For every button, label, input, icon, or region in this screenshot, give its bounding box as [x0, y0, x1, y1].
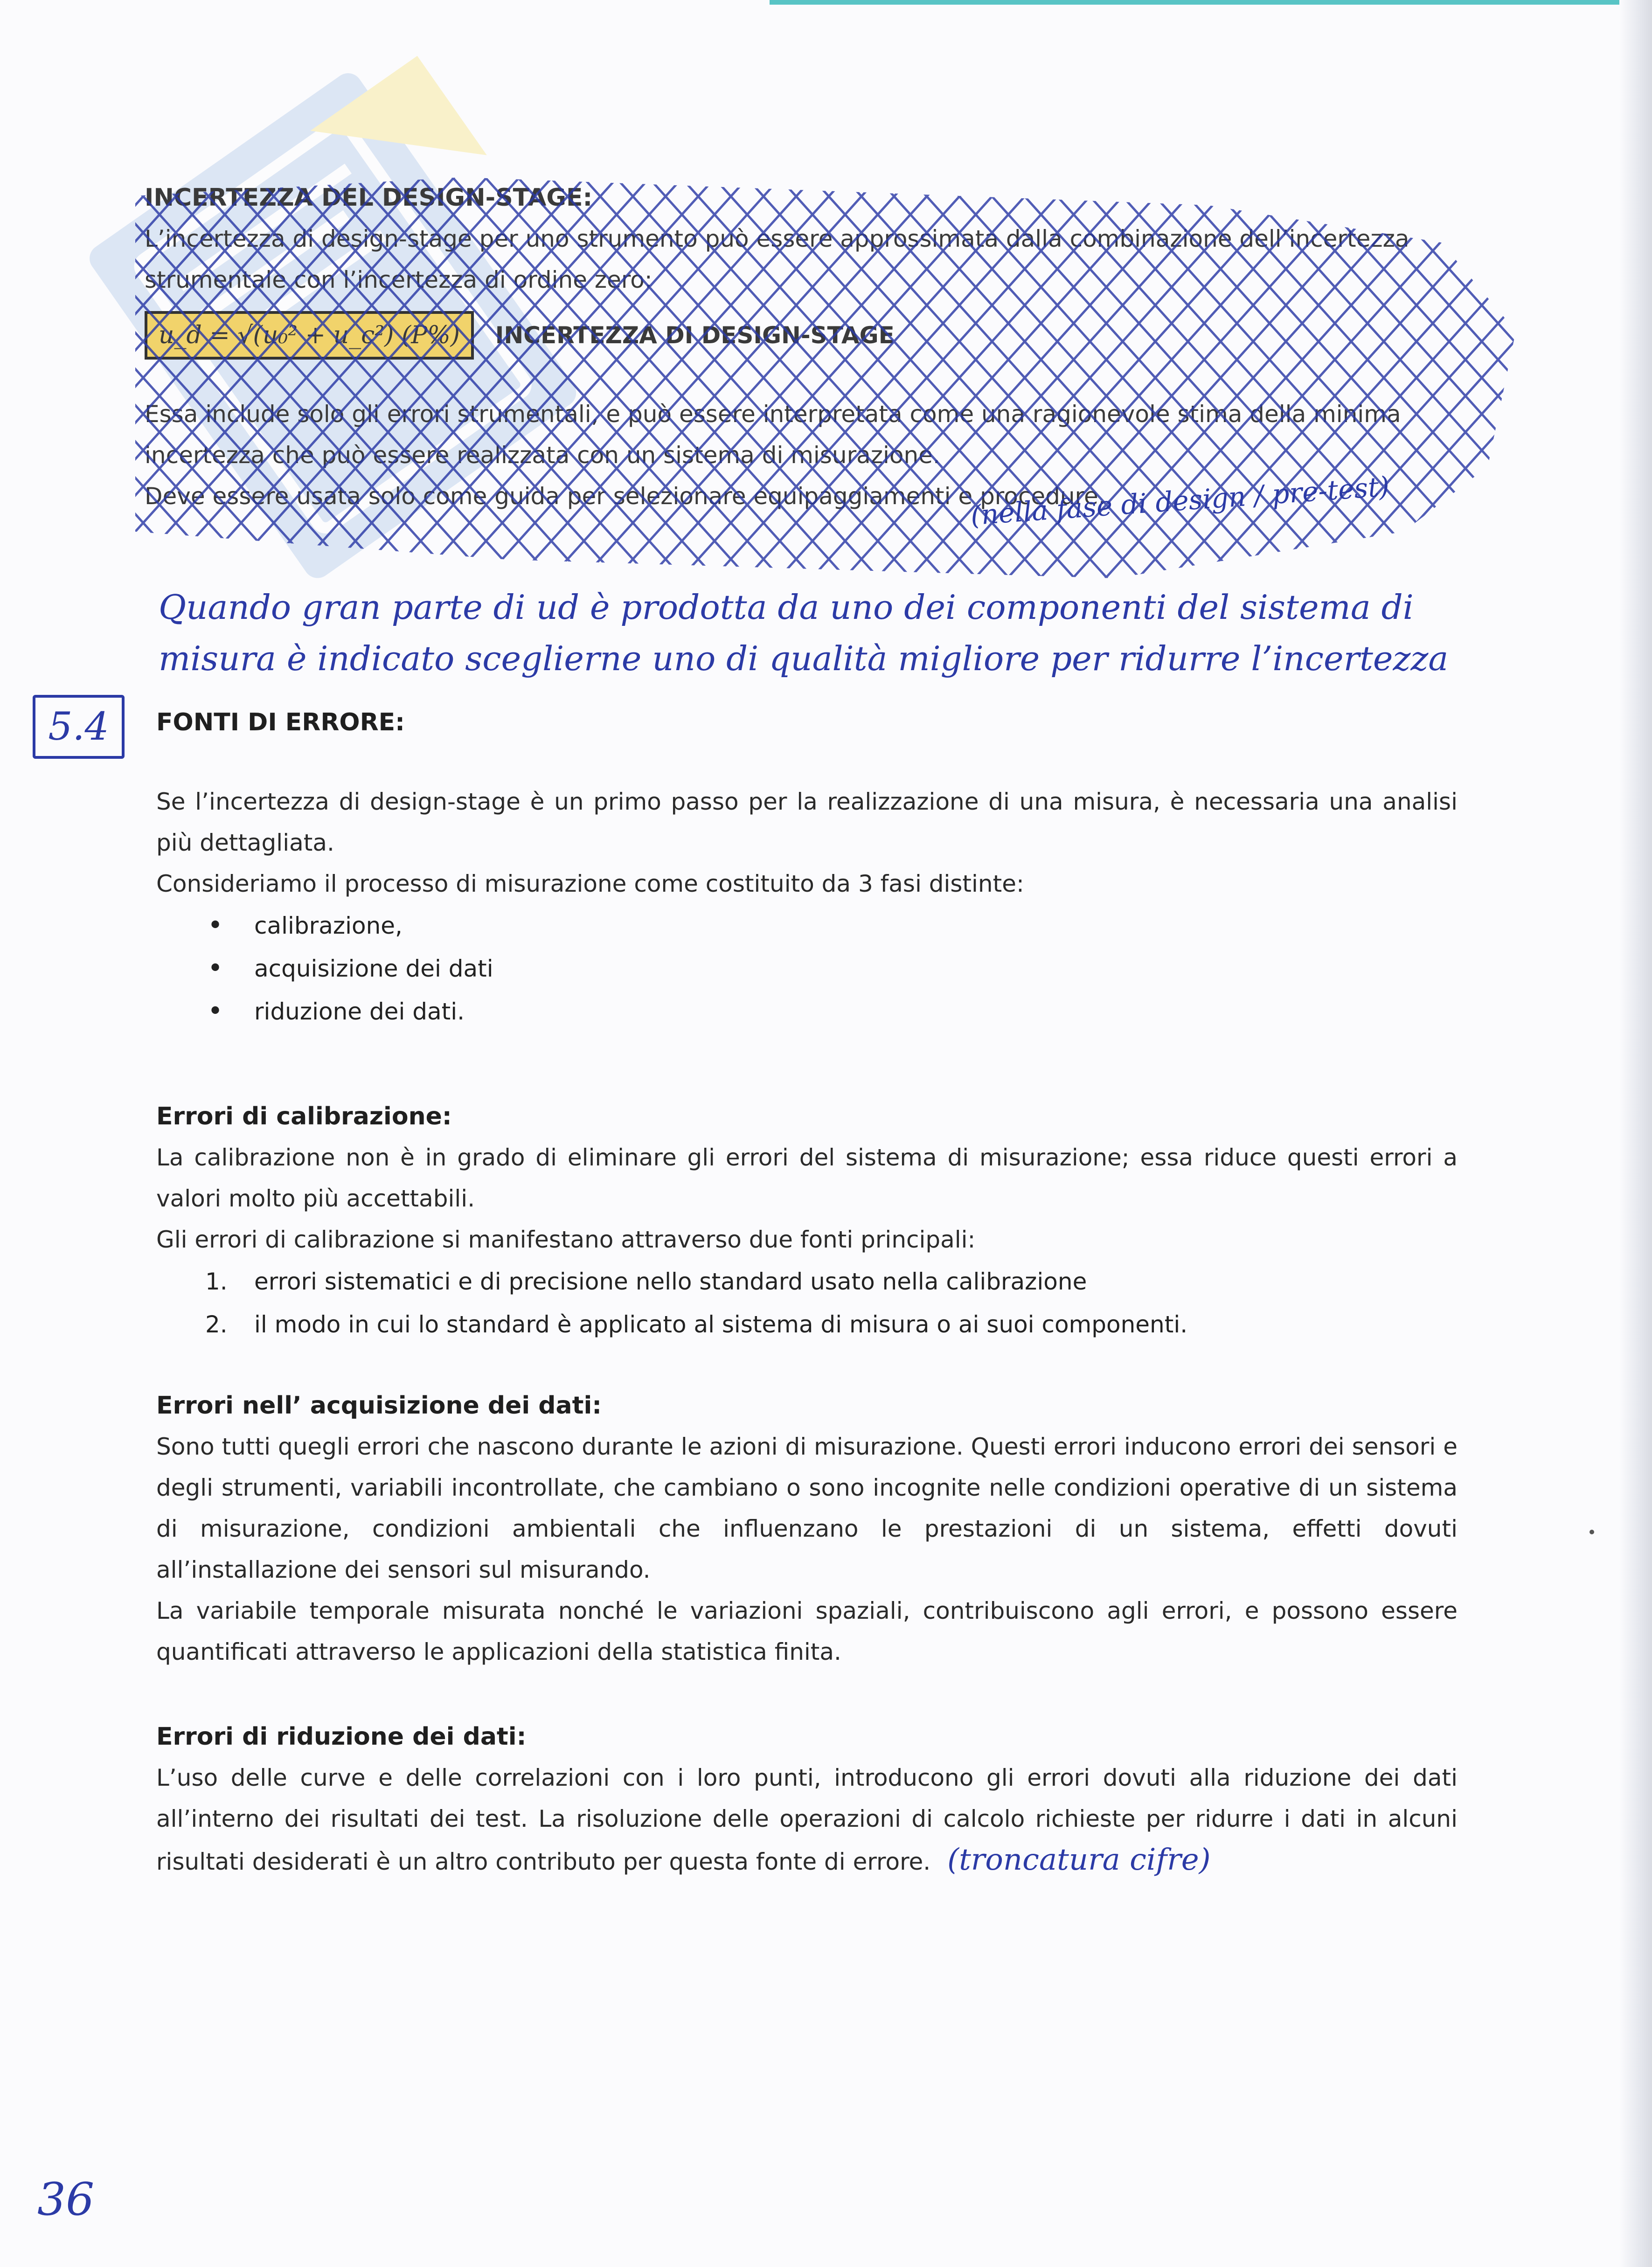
acquisizione-section — [156, 1385, 1458, 1672]
acquisizione-paragraph-1: Sono tutti quegli errori che nascono durante le azioni di misurazione. Questi errori inducono errori dei sensori e degli strumenti, variabili incontrollate, che cambiano o sono incognite nelle condizioni operative di un sistema di misurazione, condizioni ambientali che influenzano le prestazioni di un sistema, effetti dovuti all’installazione dei sensori sul misurando. — [156, 1433, 1458, 1583]
handwritten-margin-note: (nella fase di design / pre-test) — [969, 470, 1391, 532]
scan-speck — [1590, 1530, 1594, 1534]
section-number-box: 5.4 — [33, 695, 125, 759]
handwritten-note-line-1: Quando gran parte di ud è prodotta da uno dei componenti del sistema di — [159, 588, 1414, 627]
list-item: • calibrazione, — [156, 904, 1458, 947]
calibrazione-section — [156, 1096, 1458, 1346]
calibrazione-sources-list — [156, 1260, 1458, 1346]
list-item: 1. errori sistematici e di precisione nello standard usato nella calibrazione — [205, 1268, 1087, 1295]
scan-streak — [770, 0, 1652, 5]
struck-note-line-3: Deve essere usata solo come guida per selezionare equipaggiamenti e procedure. — [145, 483, 1106, 510]
struck-intro-line-2: strumentale con l’incertezza di ordine zero: — [145, 266, 652, 293]
scan-edge-shadow — [1619, 0, 1652, 2267]
list-item: • acquisizione dei dati — [156, 947, 1458, 990]
formula-box: u_d = √(u₀² + u_c²) (P%) — [145, 311, 474, 360]
riduzione-text: L’uso delle curve e delle correlazioni con i loro punti, introducono gli errori dovuti alla riduzione dei dati all’interno dei risultati dei test. La risoluzione delle operazioni di calcolo richieste per ridurre i dati in alcuni risultati desiderati è un altro contributo per questa fonte di errore. — [156, 1764, 1458, 1875]
page-number: 36 — [37, 2173, 95, 2225]
calibrazione-heading: Errori di calibrazione: — [156, 1102, 452, 1130]
phases-list — [156, 904, 1458, 1033]
struck-note-line-2: incertezza che può essere realizzata con un sistema di misurazione. — [145, 442, 940, 469]
riduzione-heading: Errori di riduzione dei dati: — [156, 1723, 527, 1751]
acquisizione-paragraph-2: La variabile temporale misurata nonché le variazioni spaziali, contribuiscono agli errori, e possono essere quantificati attraverso le applicazioni della statistica finita. — [156, 1597, 1458, 1665]
handwritten-truncation-note: (troncatura cifre) — [947, 1843, 1211, 1877]
struck-intro-line-1: L’incertezza di design-stage per uno strumento può essere approssimata dalla combinazione dell’incertezza — [145, 225, 1409, 252]
calibrazione-paragraph-1: La calibrazione non è in grado di eliminare gli errori del sistema di misurazione; essa riduce questi errori a valori molto più accettabili. — [156, 1144, 1458, 1212]
crosshatch-strikeout — [135, 177, 1516, 578]
formula-label: INCERTEZZA DI DESIGN-STAGE — [495, 322, 895, 349]
calibrazione-paragraph-2: Gli errori di calibrazione si manifestano attraverso due fonti principali: — [156, 1226, 976, 1253]
struck-note-line-1: Essa include solo gli errori strumentali, e può essere interpretata come una ragionevole stima della minima — [145, 401, 1401, 428]
fonti-paragraph-1: Se l’incertezza di design-stage è un primo passo per la realizzazione di una misura, è necessaria una analisi più dettagliata. — [156, 788, 1458, 856]
hatch-strokes — [135, 177, 1516, 578]
acquisizione-heading: Errori nell’ acquisizione dei dati: — [156, 1392, 602, 1420]
list-item: 2. il modo in cui lo standard è applicato al sistema di misura o ai suoi componenti. — [205, 1311, 1188, 1338]
struck-heading: INCERTEZZA DEL DESIGN-STAGE: — [145, 184, 593, 212]
list-item: • riduzione dei dati. — [156, 990, 1458, 1033]
riduzione-section — [156, 1716, 1458, 1882]
fonti-paragraph-2: Consideriamo il processo di misurazione come costituito da 3 fasi distinte: — [156, 870, 1024, 897]
riduzione-paragraph — [156, 1757, 1458, 1882]
fonti-section — [156, 702, 1458, 1033]
fonti-heading: FONTI DI ERRORE: — [156, 708, 405, 736]
handwritten-note-line-2: misura è indicato sceglierne uno di qualità migliore per ridurre l’incertezza — [159, 639, 1449, 678]
